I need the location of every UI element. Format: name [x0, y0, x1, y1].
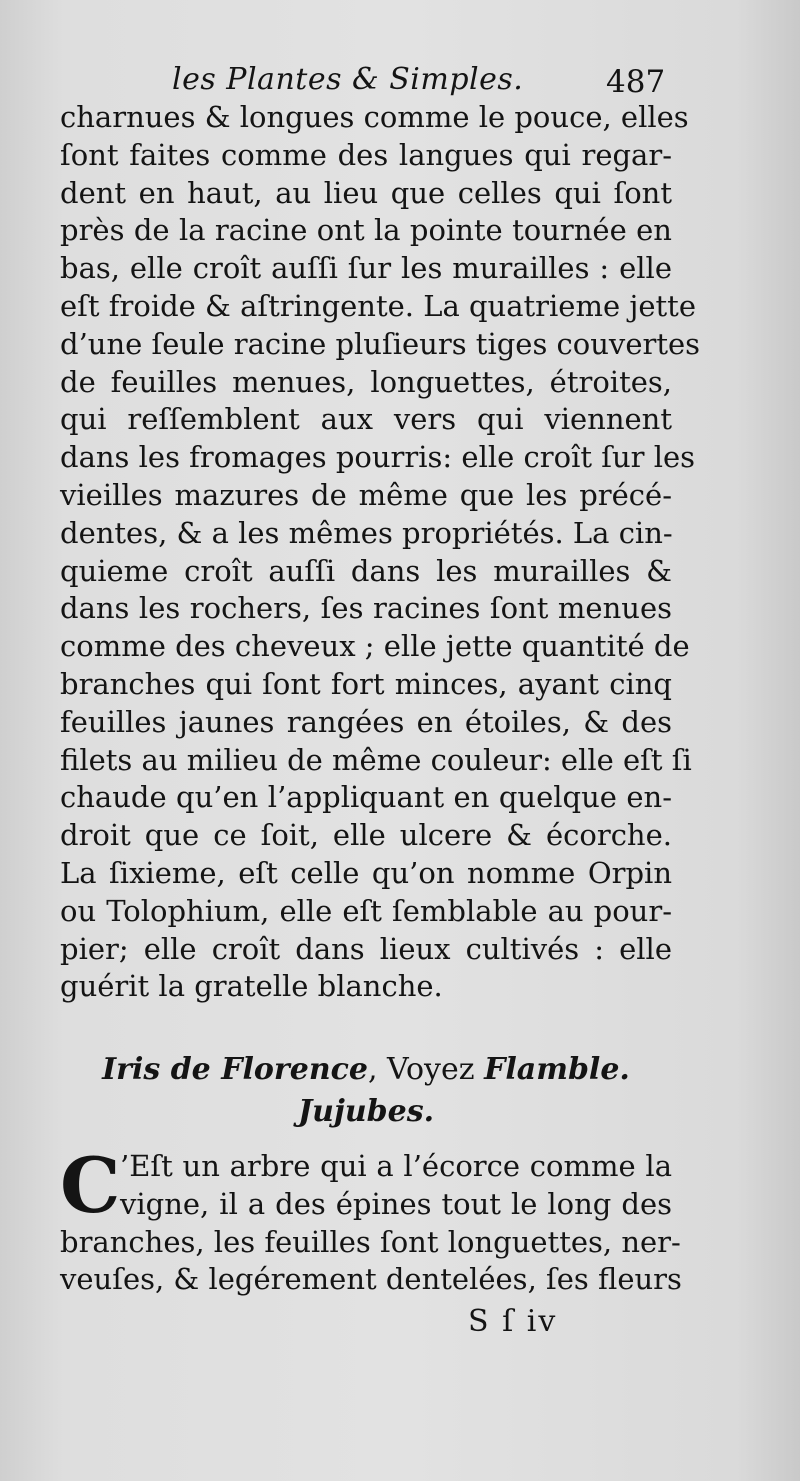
cross-reference [60, 1052, 672, 1087]
text-line: quieme croît auſſi dans les murailles & [60, 553, 672, 588]
text-line: veuſes, & legérement dentelées, ſes fleurs [60, 1262, 682, 1297]
text-line: qui reſſemblent aux vers qui viennent [60, 402, 672, 437]
text-line: d’une ſeule racine pluſieurs tiges couvertes [60, 326, 701, 361]
text-line: ſont faites comme des langues qui regar- [60, 137, 672, 172]
text-line: La ſixieme, eſt celle qu’on nomme Orpin [60, 855, 672, 890]
text-line: droit que ce ſoit, elle ulcere & écorche. [60, 818, 672, 853]
text-line: vieilles mazures de même que les précé- [60, 477, 672, 512]
text-line: près de la racine ont la pointe tournée en [60, 213, 672, 248]
section-heading-text: Jujubes. [297, 1094, 435, 1129]
text-line: dent en haut, au lieu que celles qui ſont [60, 175, 672, 210]
text-line: bas, elle croît auſſi ſur les murailles : elle [60, 251, 672, 286]
drop-cap: C [60, 1141, 121, 1230]
cross-reference-term: Iris de Florence [102, 1052, 368, 1087]
text-line: comme des cheveux ; elle jette quantité de [60, 629, 690, 664]
text-line: ou Tolophium, elle eſt ſemblable au pour- [60, 893, 672, 928]
text-line: pier; elle croît dans lieux cultivés : elle [60, 931, 672, 966]
text-line: ’Eſt un arbre qui a l’écorce comme la [120, 1149, 672, 1183]
text-line: dans les fromages pourris: elle croît ſur les [60, 440, 696, 475]
cross-reference-separator: , Voyez [367, 1052, 485, 1087]
running-head: les Plantes & Simples. [172, 62, 524, 97]
text-line: charnues & longues comme le pouce, elles [60, 100, 689, 134]
text-line: chaude qu’en l’appliquant en quelque en- [60, 780, 672, 815]
text-line: branches, les feuilles ſont longuettes, ner- [60, 1224, 681, 1259]
text-line: dentes, & a les mêmes propriétés. La cin- [60, 515, 673, 550]
text-line: guérit la gratelle blanche. [60, 969, 443, 1004]
page-number: 487 [606, 64, 666, 100]
text-line: branches qui ſont fort minces, ayant cinq [60, 666, 672, 701]
text-line: filets au milieu de même couleur: elle eſt ſi [60, 742, 692, 777]
page-header [0, 62, 800, 102]
article-jujubes [60, 1141, 682, 1299]
signature-mark: S ſ iv [468, 1304, 558, 1339]
cross-reference-target: Flamble. [484, 1052, 630, 1087]
text-line: dans les rochers, ſes racines ſont menues [60, 591, 672, 626]
text-line: eſt froide & aſtringente. La quatrieme jette [60, 288, 696, 323]
body-text [60, 99, 701, 1006]
text-line: feuilles jaunes rangées en étoiles, & des [60, 704, 672, 739]
text-line: vigne, il a des épines tout le long des [120, 1186, 672, 1221]
section-heading [60, 1094, 672, 1129]
text-line: de feuilles menues, longuettes, étroites, [60, 364, 672, 399]
